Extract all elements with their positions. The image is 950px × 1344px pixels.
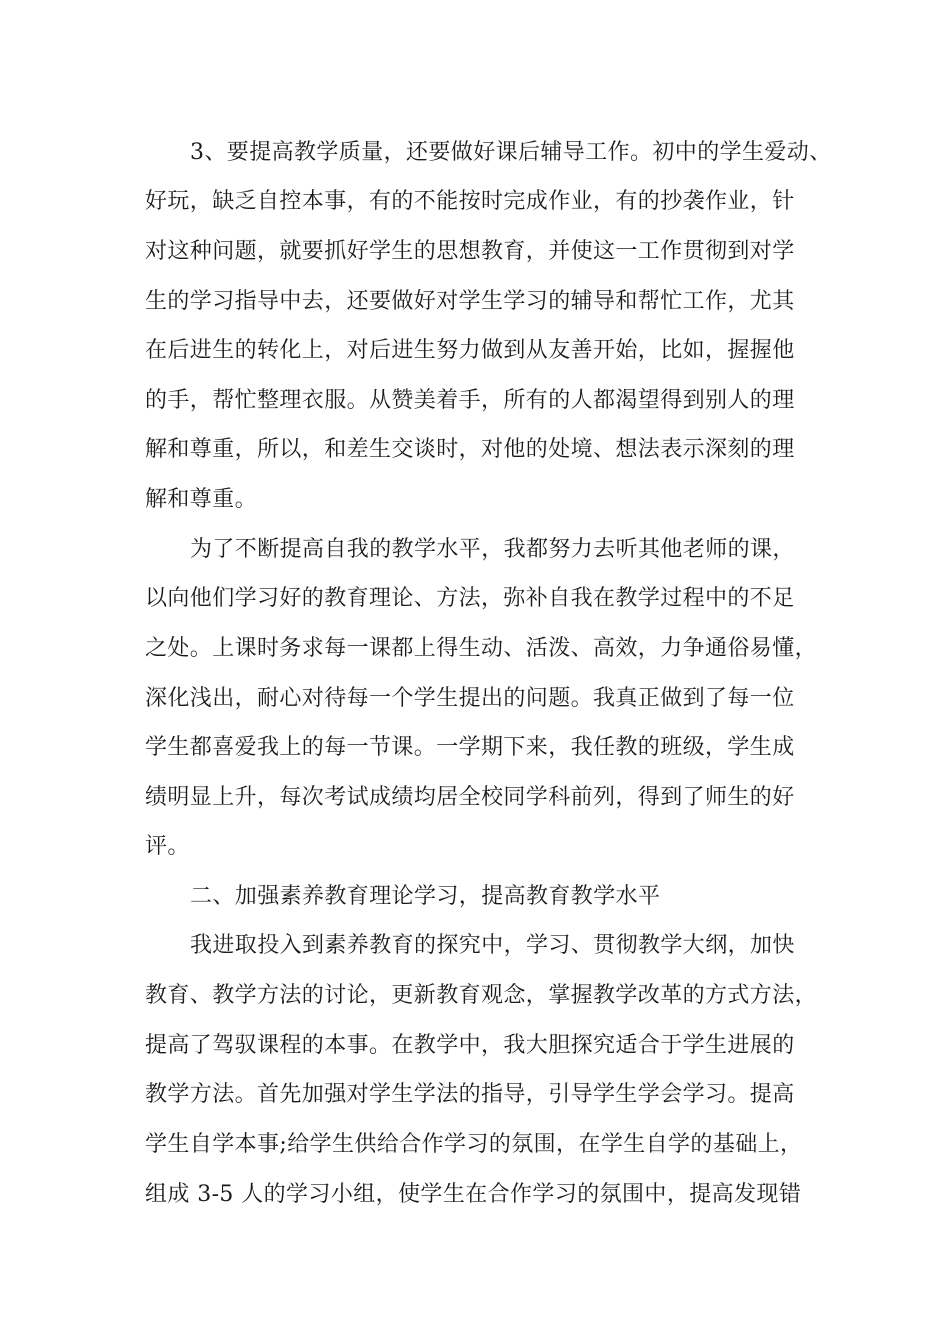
paragraph-line: 深化浅出，耐心对待每一个学生提出的问题。我真正做到了每一位 <box>145 686 795 711</box>
paragraph-line: 绩明显上升，每次考试成绩均居全校同学科前列，得到了师生的好 <box>145 785 795 810</box>
paragraph-line: 在后进生的转化上，对后进生努力做到从友善开始，比如，握握他 <box>145 338 795 363</box>
paragraph-line: 我进取投入到素养教育的探究中，学习、贯彻教学大纲，加快 <box>190 933 795 958</box>
paragraph-line: 提高了驾驭课程的本事。在教学中，我大胆探究适合于学生进展的 <box>145 1033 795 1058</box>
paragraph-line: 3、要提高教学质量，还要做好课后辅导工作。初中的学生爱动、 <box>190 140 832 165</box>
paragraph-line: 解和尊重。 <box>145 487 258 512</box>
paragraph-line: 评。 <box>145 834 190 859</box>
paragraph-line: 教育、教学方法的讨论，更新教育观念，掌握教学改革的方式方法， <box>145 983 818 1008</box>
paragraph-line: 教学方法。首先加强对学生学法的指导，引导学生学会学习。提高 <box>145 1082 795 1107</box>
paragraph-line: 好玩，缺乏自控本事，有的不能按时完成作业，有的抄袭作业，针 <box>145 189 795 214</box>
paragraph-line: 以向他们学习好的教育理论、方法，弥补自我在教学过程中的不足 <box>145 586 795 611</box>
paragraph-line: 对这种问题，就要抓好学生的思想教育，并使这一工作贯彻到对学 <box>145 239 795 264</box>
paragraph-line: 学生都喜爱我上的每一节课。一学期下来，我任教的班级，学生成 <box>145 735 795 760</box>
paragraph-line: 为了不断提高自我的教学水平，我都努力去听其他老师的课， <box>190 537 795 562</box>
paragraph-line: 的手，帮忙整理衣服。从赞美着手，所有的人都渴望得到别人的理 <box>145 388 795 413</box>
paragraph-line: 解和尊重，所以，和差生交谈时，对他的处境、想法表示深刻的理 <box>145 437 795 462</box>
paragraph-line: 学生自学本事;给学生供给合作学习的氛围，在学生自学的基础上， <box>145 1132 803 1157</box>
paragraph-line: 组成 3-5 人的学习小组，使学生在合作学习的氛围中，提高发现错 <box>145 1182 802 1207</box>
section-heading: 二、加强素养教育理论学习，提高教育教学水平 <box>190 884 661 909</box>
paragraph-line: 生的学习指导中去，还要做好对学生学习的辅导和帮忙工作，尤其 <box>145 289 795 314</box>
paragraph-line: 之处。上课时务求每一课都上得生动、活泼、高效，力争通俗易懂， <box>145 636 818 661</box>
